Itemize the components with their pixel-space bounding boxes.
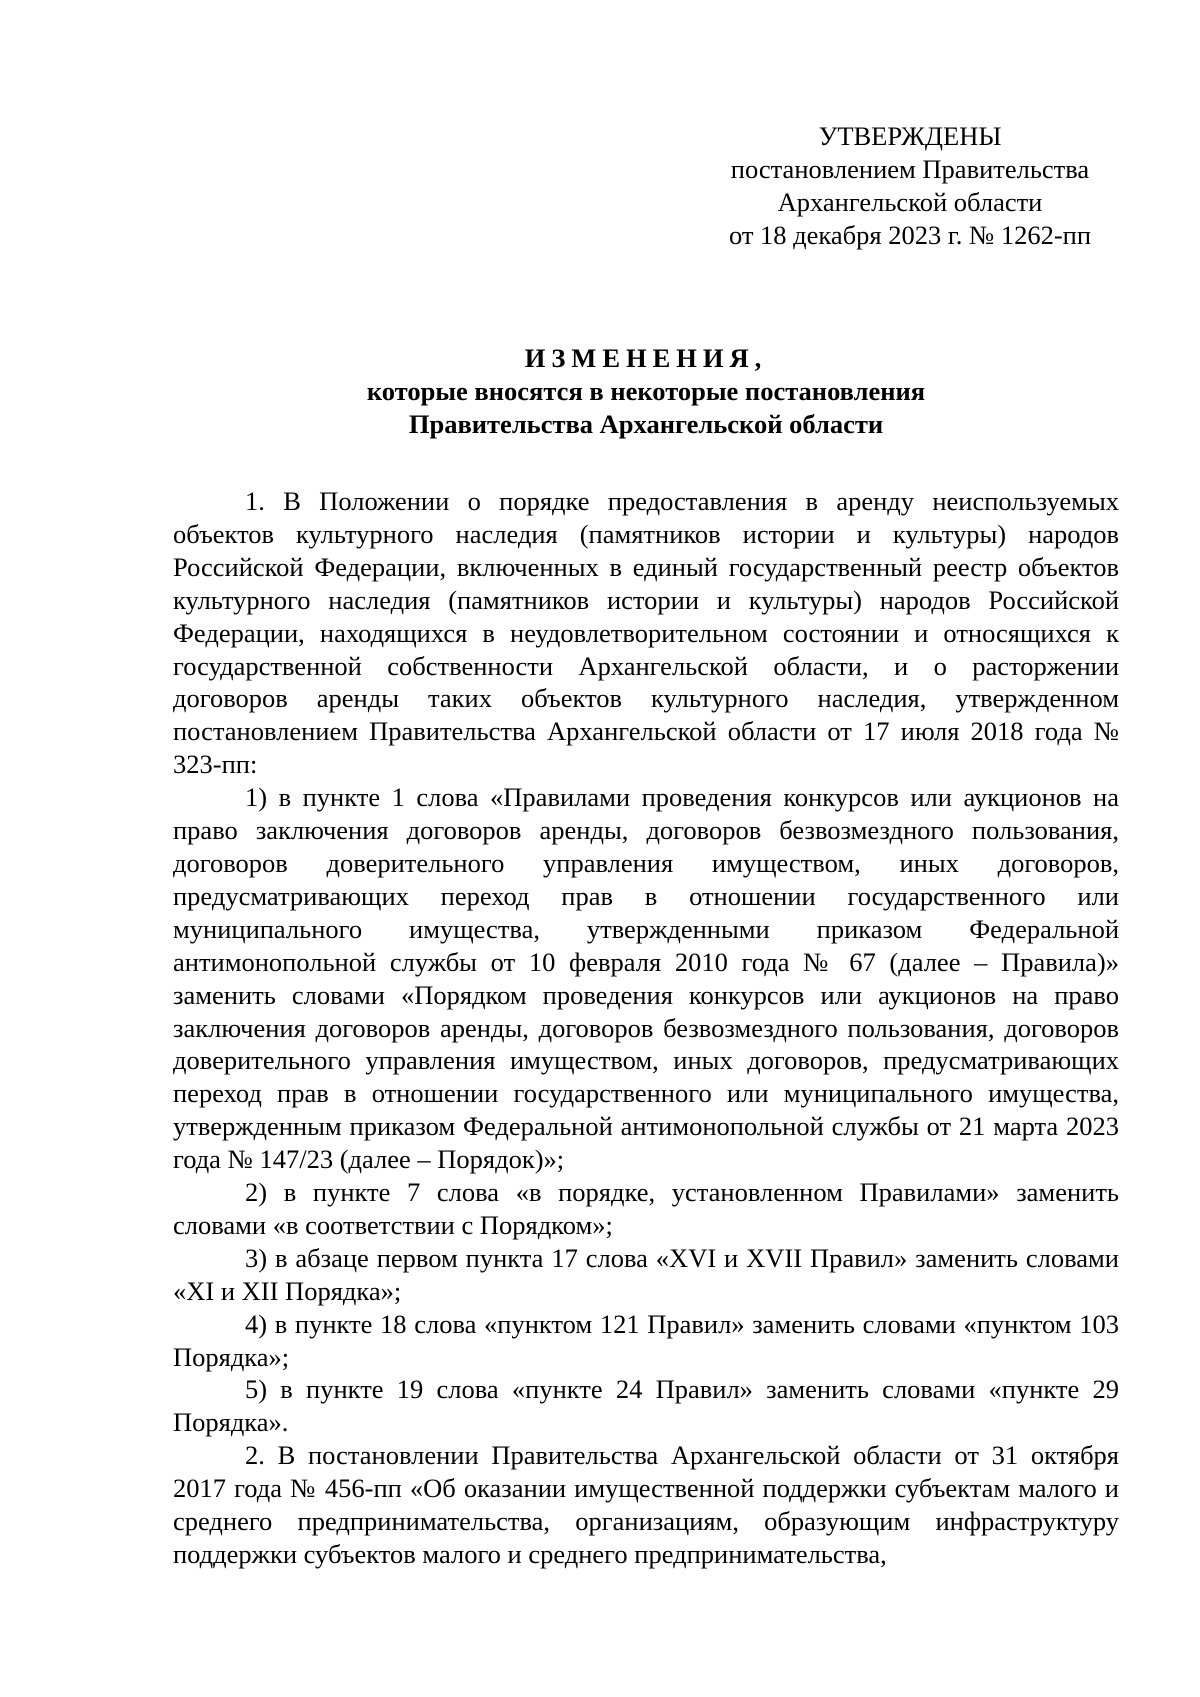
document-subtitle: которые вносятся в некоторые постановления [366, 376, 926, 406]
document-title: ИЗМЕНЕНИЯ, [524, 343, 768, 373]
approval-stamp [680, 120, 1140, 252]
approval-title: УТВЕРЖДЕНЫ [818, 121, 1002, 151]
paragraph-1: 1. В Положении о порядке предоставления в аренду неиспользуемых объектов культурного наследия (памятников истории и культуры) народов Российской Федерации, включенных в единый государственный реестр объектов культурного наследия (памятников истории и культуры) народов Российской Федерации, находящихся в неудовлетворительном состоянии и относящихся к государственной собственности Архангельской области, и о расторжении договоров аренды таких объектов культурного наследия, утвержденном постановлением Правительства Архангельской области от 17 июля 2018 года № 323-пп: [173, 486, 1119, 780]
document-body [173, 485, 1119, 1571]
paragraph-1-item-4: 4) в пункте 18 слова «пунктом 121 Правил» заменить словами «пунктом 103 Порядка»; [173, 1308, 1119, 1372]
approval-date-number: от 18 декабря 2023 г. № 1262-пп [728, 220, 1092, 250]
approval-authority: постановлением Правительства [730, 154, 1090, 184]
paragraph-1-item-1: 1) в пункте 1 слова «Правилами проведения конкурсов или аукционов на право заключения договоров аренды, договоров безвозмездного пользования, договоров доверительного управления имуществом, иных договоров, предусматривающих переход прав в отношении государственного или муниципального имущества, утвержденными приказом Федеральной антимонопольной службы от 10 февраля 2010 года № 67 (далее – Правила)» заменить словами «Порядком проведения конкурсов или аукционов на право заключения договоров аренды, договоров безвозмездного пользования, договоров доверительного управления имуществом, иных договоров, предусматривающих переход прав в отношении государственного или муниципального имущества, утвержденным приказом Федеральной антимонопольной службы от 21 марта 2023 года № 147/23 (далее – Порядок)»; [173, 782, 1119, 1175]
paragraph-1-item-5: 5) в пункте 19 слова «пункте 24 Правил» заменить словами «пункте 29 Порядка». [173, 1374, 1119, 1438]
paragraph-1-item-3: 3) в абзаце первом пункта 17 слова «XVI и XVII Правил» заменить словами «XI и XII Порядка»; [173, 1242, 1119, 1306]
paragraph-2: 2. В постановлении Правительства Архангельской области от 31 октября 2017 года № 456-пп «Об оказании имущественной поддержки субъектам малого и среднего предпринимательства, организациям, образующим инфраструктуру поддержки субъектов малого и среднего предпринимательства, [173, 1440, 1119, 1569]
approval-region: Архангельской области [777, 187, 1043, 217]
document-subtitle-continued: Правительства Архангельской области [408, 409, 884, 439]
paragraph-1-item-2: 2) в пункте 7 слова «в порядке, установленном Правилами» заменить словами «в соответствии с Порядком»; [173, 1177, 1119, 1240]
document-heading [173, 342, 1119, 441]
